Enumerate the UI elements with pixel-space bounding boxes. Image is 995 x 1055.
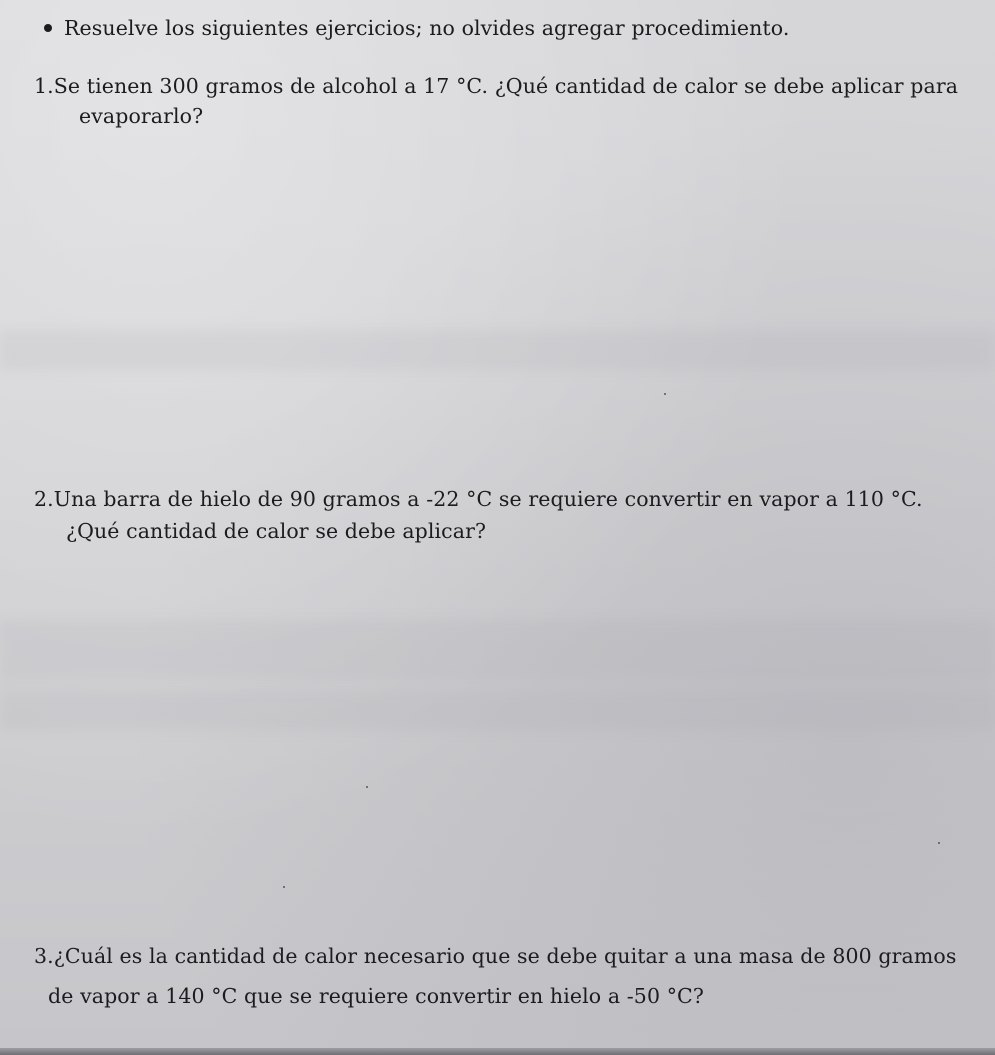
instruction-text: Resuelve los siguientes ejercicios; no olvides agregar procedimiento. [64, 16, 790, 40]
problem-1-line-2: evaporarlo? [79, 104, 204, 128]
paper-speck [938, 842, 940, 844]
paper-speck [283, 886, 285, 888]
problem-3-line-1: 3.¿Cuál es la cantidad de calor necesario que se debe quitar a una masa de 800 gramos [34, 944, 957, 968]
problem-1-line-1: 1.Se tienen 300 gramos de alcohol a 17 °C. ¿Qué cantidad de calor se debe aplicar para [34, 74, 959, 98]
problem-2-line-1: 2.Una barra de hielo de 90 gramos a -22 °C se requiere convertir en vapor a 110 °C. [34, 487, 923, 511]
paper-bleed-through [0, 330, 995, 370]
page-bottom-edge [0, 1048, 995, 1055]
paper-bleed-through [0, 620, 995, 680]
problem-2-line-2: ¿Qué cantidad de calor se debe aplicar? [66, 519, 487, 543]
paper-speck [366, 786, 368, 788]
bullet-icon [44, 24, 52, 32]
paper-bleed-through [0, 690, 995, 730]
paper-speck [664, 393, 666, 395]
problem-3-line-2: de vapor a 140 °C que se requiere convertir en hielo a -50 °C? [48, 984, 704, 1008]
